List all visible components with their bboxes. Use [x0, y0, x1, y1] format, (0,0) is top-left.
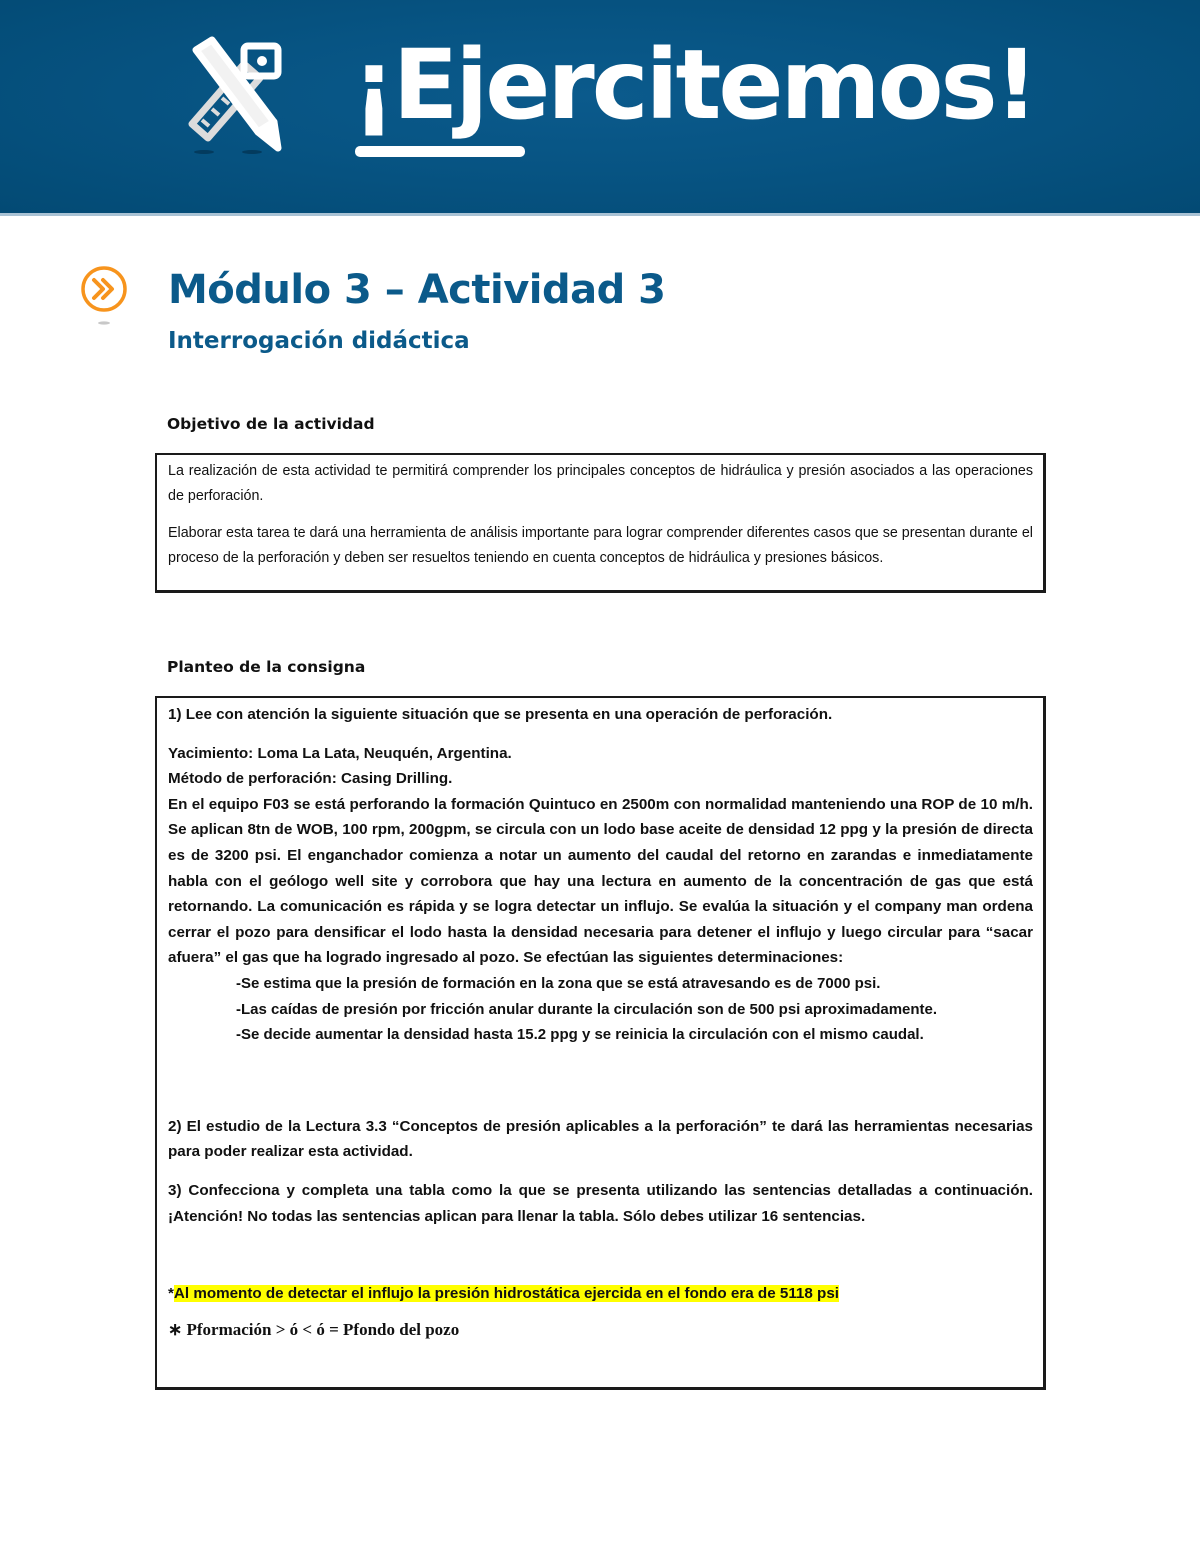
- note-highlight-text: Al momento de detectar el influjo la presión hidrostática ejercida en el fondo era de 5118 psi: [173, 1285, 839, 1303]
- highlighted-note: [168, 1281, 1033, 1307]
- objective-heading: Objetivo de la actividad: [167, 415, 375, 433]
- determination-item: -Se estima que la presión de formación en la zona que se está atravesando es de 7000 psi.: [236, 974, 881, 992]
- banner-title: ¡Ejercitemos!: [352, 29, 1036, 141]
- scenario-text: En el equipo F03 se está perforando la formación Quintuco en 2500m con normalidad manteniendo una ROP de 10 m/h. Se aplican 8tn de WOB, 100 rpm, 200gpm, se circula con un lodo base aceite de densidad 12 ppg y la presión de directa es de 3200 psi. El enganchador comienza a notar un aumento del caudal del retorno en zarandas e inmediatamente habla con el geólogo well site y corrobora que hay una lectura en aumento de la concentración de gas que está retornando. La comunicación es rápida y se logra detectar un influjo. Se evalúa la situación y el company man ordena cerrar el pozo para densificar el lodo hasta la densidad necesaria para detener el influjo y luego circular para “sacar afuera” el gas que ha logrado ingresado al pozo. Se efectúan las siguientes determinaciones:: [168, 795, 1033, 967]
- step-3-text: 3) Confecciona y completa una tabla como la que se presenta utilizando las sentencias detalladas a continuación. ¡Atención! No todas las sentencias aplican para llenar la tabla. Sólo debes utilizar 16 sentencias.: [168, 1181, 1033, 1225]
- assignment-heading: Planteo de la consigna: [167, 658, 366, 676]
- banner-underline: [355, 146, 525, 157]
- double-chevron-circle-icon: [78, 265, 130, 327]
- field-location: Yacimiento: Loma La Lata, Neuquén, Argentina.: [168, 744, 512, 762]
- objective-paragraph: La realización de esta actividad te permitirá comprender los principales conceptos de hidráulica y presión asociados a las operaciones de perforación.: [168, 463, 1033, 504]
- objective-paragraph: Elaborar esta tarea te dará una herramienta de análisis importante para lograr comprender diferentes casos que se presentan durante el proceso de la perforación y deben ser resueltos teniendo en cuenta conceptos de hidráulica y presiones básicos.: [168, 525, 1033, 566]
- pressure-formula: ∗ Pformación > ó < ó = Pfondo del pozo: [168, 1319, 460, 1339]
- note-marker: *: [168, 1285, 174, 1303]
- determination-item: -Las caídas de presión por fricción anular durante la circulación son de 500 psi aproximadamente.: [236, 1000, 938, 1018]
- step-1-intro: 1) Lee con atención la siguiente situación que se presenta en una operación de perforación.: [168, 706, 833, 723]
- assignment-box: [155, 696, 1046, 1390]
- banner: [0, 0, 1200, 216]
- pencil-ruler-icon: [182, 36, 294, 154]
- step-2-text: 2) El estudio de la Lectura 3.3 “Conceptos de presión aplicables a la perforación” te dará las herramientas necesarias para poder realizar esta actividad.: [168, 1117, 1033, 1161]
- objective-box: [155, 453, 1046, 593]
- page-subtitle: Interrogación didáctica: [168, 328, 470, 354]
- drilling-method: Método de perforación: Casing Drilling.: [168, 770, 453, 788]
- page-title: Módulo 3 – Actividad 3: [168, 267, 666, 313]
- determination-item: -Se decide aumentar la densidad hasta 15.2 ppg y se reinicia la circulación con el mismo caudal.: [236, 1026, 924, 1044]
